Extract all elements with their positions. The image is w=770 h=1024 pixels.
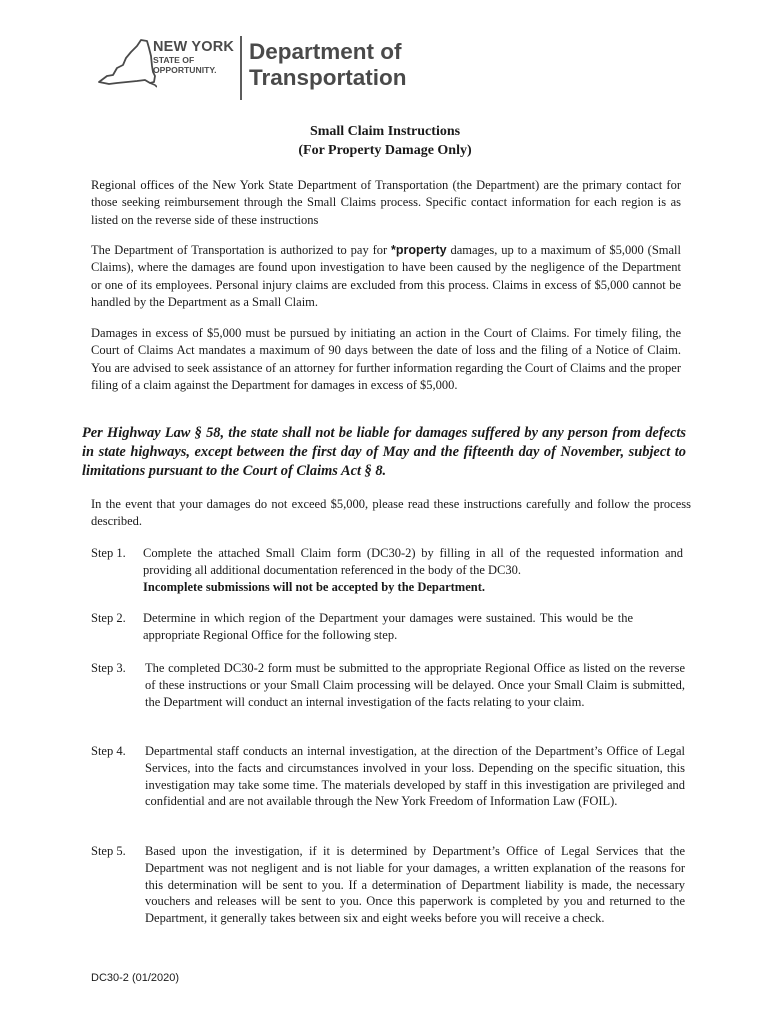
form-code: DC30-2 (01/2020) [91,972,180,984]
event-paragraph: In the event that your damages do not exceed $5,000, please read these instructions carefully and follow the process described. [91,497,691,529]
step-text: Based upon the investigation, if it is determined by Department’s Office of Legal Services that the Department was not negligent and is not liable for your damages, a written explanation of the reasons for this determination will be sent to you. If a determination of Department liability is made, the necessary vouchers and releases will be sent to you. Once this paperwork is completed by you and returned to the Department, it generally takes between six and eight weeks before you will receive a check. [145,844,685,926]
department-wordmark [249,39,407,91]
excess-damages-paragraph: Damages in excess of $5,000 must be pursued by initiating an action in the Court of Claims. For timely filing, the Court of Claims Act mandates a maximum of 90 days between the date of loss and the filing of a Notice of Claim. You are advised to seek assistance of an attorney for further information regarding the Court of Claims and the proper filing of a claim against the Department for damages in excess of $5,000. [91,326,681,392]
step-1-text: Complete the attached Small Claim form (DC30-2) by filling in all of the requested information and providing all additional documentation referenced in the body of the DC30. [143,546,683,577]
step-label: Step 2. [91,611,126,625]
logo-divider [240,36,242,100]
state-sub-line1: STATE OF [153,55,195,65]
new-york-state-map-icon [97,38,157,90]
authorization-paragraph [91,242,681,311]
department-line2: Transportation [249,65,407,90]
intro-paragraph: Regional offices of the New York State Department of Transportation (the Department) are the primary contact for those seeking reimbursement through the Small Claims process. Specific contact information for each region is as listed on the reverse side of these instructions [91,178,681,227]
step-label: Step 4. [91,744,126,758]
step-text: Determine in which region of the Department your damages were sustained. This would be the appropriate Regional Office for the following step. [143,611,633,642]
property-emphasis: *property [391,243,447,257]
step-text: The completed DC30-2 form must be submitted to the appropriate Regional Office as listed on the reverse of these instructions or your Small Claim processing will be delayed. Once your Small Claim is submitted, the Department will conduct an internal investigation of the facts relating to your claim. [145,661,685,709]
state-sub-line2: OPPORTUNITY. [153,65,217,75]
step-1-warning: Incomplete submissions will not be accepted by the Department. [143,579,486,594]
step-text: Departmental staff conducts an internal investigation, at the direction of the Department’s Office of Legal Services, into the facts and circumstances involved in your loss. Depending on the specific situation, this investigation may take some time. The materials developed by staff in this investigation are privileged and confidential and are not available through the New York Freedom of Information Law (FOIL). [145,744,685,809]
step-label: Step 3. [91,661,126,675]
step-label: Step 5. [91,844,126,858]
authorization-text-start: The Department of Transportation is authorized to pay for [91,243,392,257]
nys-dot-logo [97,36,417,102]
document-subtitle: (For Property Damage Only) [298,143,472,158]
document-title: Small Claim Instructions [309,124,461,139]
authorization-text-end: damages, up to a maximum of $5,000 (Small Claims), where the damages are found upon investigation to have been caused by the negligence of the Department or one of its employees. Personal injury claims are excluded from this process. Claims in excess of $5,000 cannot be handled by the Department as a Small Claim. [91,243,681,309]
new-york-wordmark [153,40,239,75]
department-line1: Department of [249,39,402,64]
step-text [143,545,683,595]
highway-law-notice: Per Highway Law § 58, the state shall not be liable for damages suffered by any person from defects in state highways, except between the first day of May and the fifteenth day of November, subject to limitations pursuant to the Court of Claims Act § 8. [82,425,686,479]
state-name: NEW YORK [153,39,235,55]
step-label: Step 1. [91,546,126,560]
